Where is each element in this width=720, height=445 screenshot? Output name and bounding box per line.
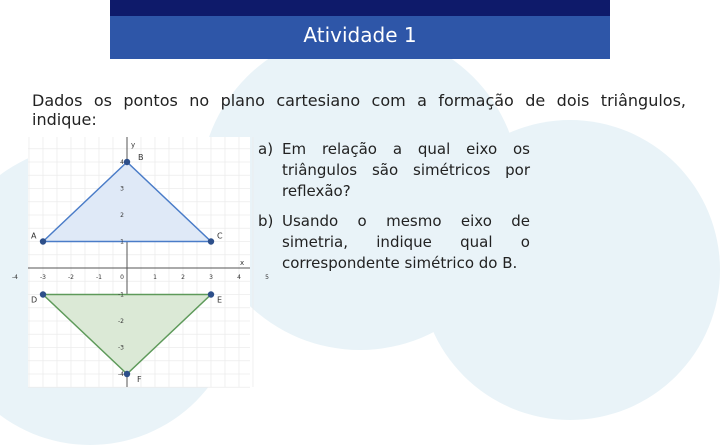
question-a-text: Em relação a qual eixo os triângulos são simétricos por reflexão? [282, 140, 530, 200]
question-b [258, 211, 530, 274]
y-tick-label: -3 [118, 344, 124, 352]
point-a [40, 238, 46, 244]
point-label-c: C [217, 231, 223, 241]
x-tick-label: 3 [209, 274, 213, 281]
y-axis-label: y [131, 141, 136, 149]
point-c [208, 238, 214, 244]
x-tick-label: 2 [181, 274, 185, 281]
y-tick-label: 4 [120, 159, 124, 166]
y-tick-label: -2 [118, 318, 124, 325]
point-f [124, 371, 130, 377]
x-tick-label: -3 [40, 274, 46, 281]
y-tick-label: 3 [120, 185, 124, 193]
y-tick-label: -4 [118, 371, 124, 378]
x-tick-label: -2 [68, 274, 74, 281]
page-title: Atividade 1 [303, 23, 417, 47]
question-b-label: b) [258, 212, 274, 230]
x-tick-label: 5 [265, 274, 269, 281]
title-top-strip [110, 0, 610, 16]
y-tick-label: 1 [120, 238, 124, 246]
question-a-label: a) [258, 140, 274, 158]
x-tick-label: 4 [237, 274, 241, 281]
point-label-f: F [137, 375, 142, 384]
y-tick-label: 2 [120, 212, 124, 219]
x-tick-label: -1 [96, 274, 102, 281]
y-tick-label: -1 [118, 291, 124, 299]
point-label-a: A [31, 231, 37, 241]
cartesian-plane [12, 137, 269, 387]
point-label-d: D [31, 295, 38, 305]
point-b [124, 159, 130, 165]
point-label-e: E [217, 295, 223, 305]
question-b-text: Usando o mesmo eixo de simetria, indique qual o correspondente simétrico do B. [282, 212, 530, 272]
question-a [258, 139, 530, 202]
title-bar [110, 0, 610, 59]
x-tick-label: -4 [12, 274, 18, 281]
intro-text: Dados os pontos no plano cartesiano com a formação de dois triângulos, indique: [32, 91, 686, 129]
point-label-b: B [138, 153, 144, 162]
point-e [208, 291, 214, 297]
point-d [40, 291, 46, 297]
origin-label: 0 [120, 274, 124, 281]
x-tick-label: 1 [153, 274, 157, 281]
x-axis-label: x [240, 259, 245, 267]
